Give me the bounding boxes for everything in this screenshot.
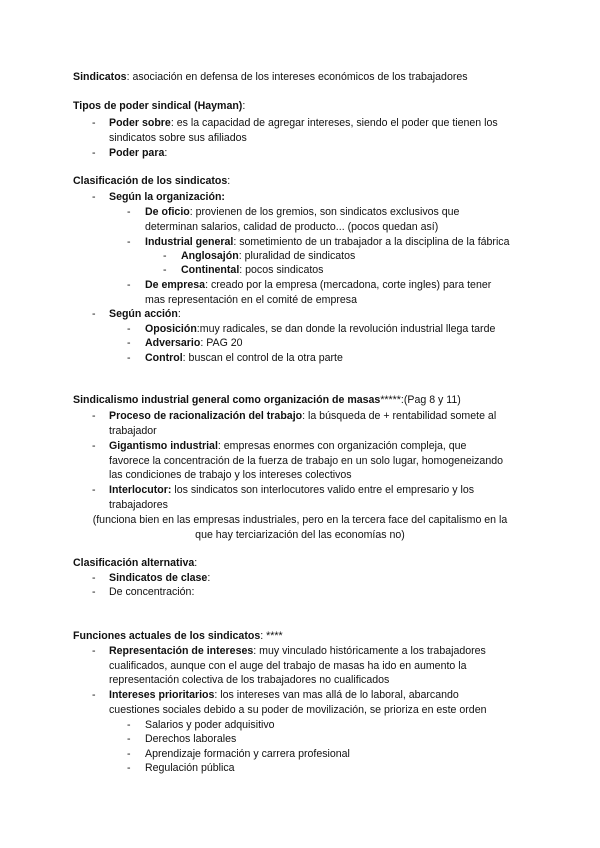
bullet: - [163,250,167,262]
item-representacion-cont-2: representación colectiva de los trabajadores no cualificados [109,674,390,686]
bullet: - [92,410,96,422]
heading-sindicalismo-industrial: Sindicalismo industrial general como organización de masas*****:(Pag 8 y 11) [73,394,461,406]
heading-tipos-poder: Tipos de poder sindical (Hayman): [73,100,246,112]
order-item: Salarios y poder adquisitivo [145,719,275,731]
item-interlocutor: Interlocutor: los sindicatos son interlocutores valido entre el empresario y los [109,484,475,496]
item-poder-sobre: Poder sobre: es la capacidad de agregar intereses, siendo el poder que tienen los [109,117,498,129]
bullet: - [127,206,131,218]
heading-funciones-actuales: Funciones actuales de los sindicatos: **** [73,630,283,642]
bullet: - [127,323,131,335]
item-de-oficio-cont: determinan salarios, calidad de producto... (pocos quedan así) [145,221,439,233]
bullet: - [92,440,96,452]
item-poder-sobre-cont: sindicatos sobre sus afiliados [109,132,247,144]
bullet: - [127,762,131,774]
item-intereses-prioritarios: Intereses prioritarios: los intereses van mas allá de lo laboral, abarcando [109,689,459,701]
bullet: - [127,719,131,731]
heading-clasificacion-alternativa: Clasificación alternativa: [73,557,198,569]
item-gigantismo-cont-2: las condiciones de trabajo y los intereses colectivos [109,469,352,481]
item-de-empresa: De empresa: creado por la empresa (mercadona, corte ingles) para tener [145,279,492,291]
item-racionalizacion-cont: trabajador [109,425,157,437]
item-de-concentracion: De concentración: [109,586,195,598]
bullet: - [92,645,96,657]
item-continental: Continental: pocos sindicatos [181,264,324,276]
order-item: Derechos laborales [145,733,237,745]
heading-clasificacion: Clasificación de los sindicatos: [73,175,231,187]
item-gigantismo: Gigantismo industrial: empresas enormes con organización compleja, que [109,440,467,452]
item-intereses-prioritarios-cont: cuestiones sociales debido a su poder de movilización, se prioriza en este orden [109,704,487,716]
bullet: - [92,308,96,320]
item-interlocutor-cont: trabajadores [109,499,168,511]
order-item: Regulación pública [145,762,235,774]
bullet: - [92,689,96,701]
item-adversario: Adversario: PAG 20 [145,337,243,349]
bullet: - [92,147,96,159]
bullet: - [127,748,131,760]
intro-term: Sindicatos [73,71,127,83]
order-item: Aprendizaje formación y carrera profesional [145,748,350,760]
bullet: - [92,484,96,496]
note-line-2: que hay terciarización del las economías no) [195,529,405,541]
item-industrial-general: Industrial general: sometimiento de un trabajador a la disciplina de la fábrica [145,236,510,248]
bullet: - [127,279,131,291]
bullet: - [92,117,96,129]
item-de-empresa-cont: mas representación en el comité de empresa [145,294,357,306]
item-gigantismo-cont-1: favorece la concentración de la fuerza de trabajo en un solo lugar, homogeneizando [109,455,504,467]
item-oposicion: Oposición:muy radicales, se dan donde la revolución industrial llega tarde [145,323,496,335]
bullet: - [92,191,96,203]
item-representacion-intereses: Representación de intereses: muy vinculado históricamente a los trabajadores [109,645,486,657]
subheading-segun-accion: Según acción: [109,308,181,320]
item-representacion-cont-1: cualificados, aunque con el auge del trabajo de masas ha ido en aumento la [109,660,467,672]
note-line-1: (funciona bien en las empresas industriales, pero en la tercera face del capitalismo en la [92,514,508,526]
item-anglosajon: Anglosajón: pluralidad de sindicatos [181,250,356,262]
bullet: - [127,733,131,745]
bullet: - [127,337,131,349]
item-racionalizacion: Proceso de racionalización del trabajo: la búsqueda de + rentabilidad somete al [109,410,497,422]
subheading-segun-organizacion: Según la organización: [109,191,225,203]
item-control: Control: buscan el control de la otra parte [145,352,343,364]
bullet: - [163,264,167,276]
bullet: - [127,352,131,364]
item-sindicatos-de-clase: Sindicatos de clase: [109,572,211,584]
intro-definition: Sindicatos: asociación en defensa de los intereses económicos de los trabajadores [73,71,468,83]
bullet: - [92,572,96,584]
item-de-oficio: De oficio: provienen de los gremios, son sindicatos exclusivos que [145,206,460,218]
bullet: - [92,586,96,598]
bullet: - [127,236,131,248]
item-poder-para: Poder para: [109,147,168,159]
